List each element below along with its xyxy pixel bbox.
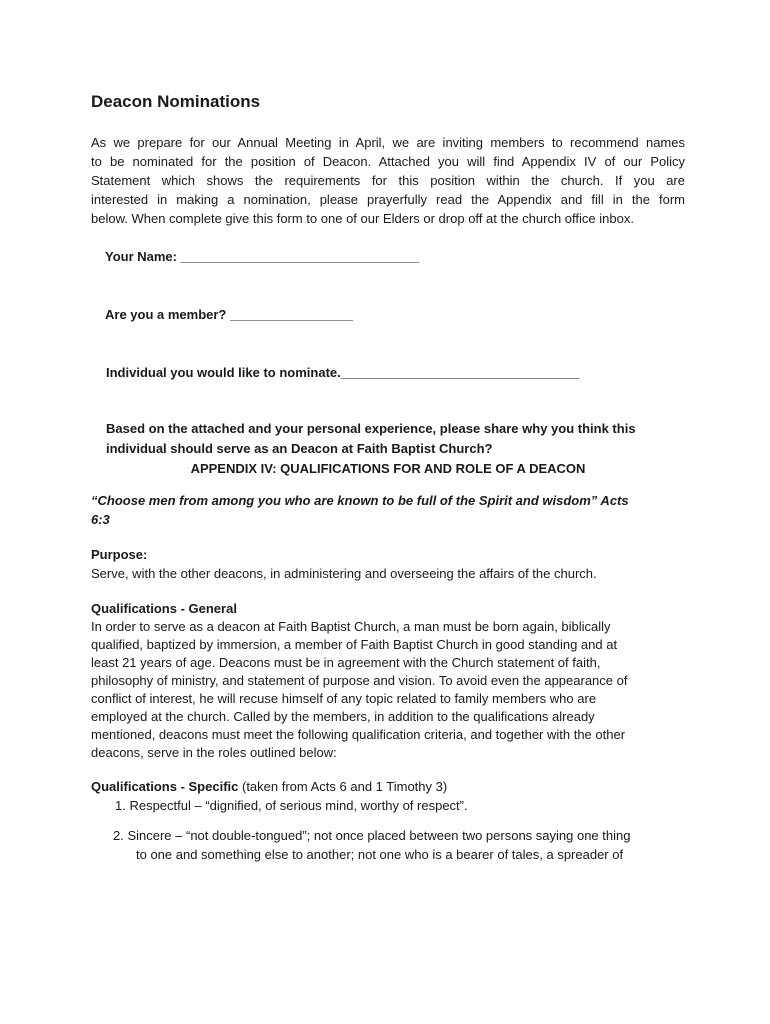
specific-item-continued: to one and something else to another; not one who is a bearer of tales, a spreader of <box>136 847 624 862</box>
specific-heading-line <box>91 779 447 794</box>
specific-heading: Qualifications - Specific <box>91 779 239 794</box>
general-line: conflict of interest, he will recuse himself of any topic related to family members who are <box>91 691 597 706</box>
general-heading: Qualifications - General <box>91 601 237 616</box>
general-line: employed at the church. Called by the members, in addition to the qualifications already <box>91 709 595 724</box>
scripture-quote: 6:3 <box>91 512 110 527</box>
general-line: least 21 years of age. Deacons must be in agreement with the Church statement of faith, <box>91 655 601 670</box>
general-line: In order to serve as a deacon at Faith Baptist Church, a man must be born again, biblically <box>91 619 611 634</box>
intro-line: interested in making a nomination, please prayerfully read the Appendix and fill in the form <box>91 192 685 207</box>
general-line: qualified, baptized by immersion, a member of Faith Baptist Church in good standing and at <box>91 637 618 652</box>
purpose-heading: Purpose: <box>91 547 148 562</box>
purpose-text: Serve, with the other deacons, in administering and overseeing the affairs of the church. <box>91 566 597 581</box>
general-line: philosophy of ministry, and statement of purpose and vision. To avoid even the appearance of <box>91 673 628 688</box>
your-name-field[interactable]: Your Name: _________________________________ <box>105 249 420 264</box>
specific-note: (taken from Acts 6 and 1 Timothy 3) <box>238 779 448 794</box>
nomination-question: individual should serve as an Deacon at Faith Baptist Church? <box>106 441 493 456</box>
general-line: mentioned, deacons must meet the following qualification criteria, and together with the other <box>91 727 626 742</box>
appendix-title: APPENDIX IV: QUALIFICATIONS FOR AND ROLE OF A DEACON <box>190 461 586 476</box>
nominee-field[interactable]: Individual you would like to nominate._________________________________ <box>106 365 580 380</box>
page-title: Deacon Nominations <box>91 92 261 111</box>
member-field[interactable]: Are you a member? _________________ <box>105 307 353 322</box>
specific-item: 1. Respectful – “dignified, of serious mind, worthy of respect”. <box>115 798 468 813</box>
intro-line: Statement which shows the requirements for this position within the church. If you are <box>91 173 685 188</box>
intro-line: As we prepare for our Annual Meeting in April, we are inviting members to recommend names <box>91 135 685 150</box>
nomination-question: Based on the attached and your personal experience, please share why you think this <box>106 421 636 436</box>
scripture-quote: “Choose men from among you who are known to be full of the Spirit and wisdom” Acts <box>91 493 629 508</box>
general-line: deacons, serve in the roles outlined below: <box>91 745 337 760</box>
intro-line: below. When complete give this form to one of our Elders or drop off at the church office inbox. <box>91 211 634 226</box>
specific-item: 2. Sincere – “not double-tongued”; not once placed between two persons saying one thing <box>113 828 631 843</box>
intro-line: to be nominated for the position of Deacon. Attached you will find Appendix IV of our Policy <box>91 154 685 169</box>
